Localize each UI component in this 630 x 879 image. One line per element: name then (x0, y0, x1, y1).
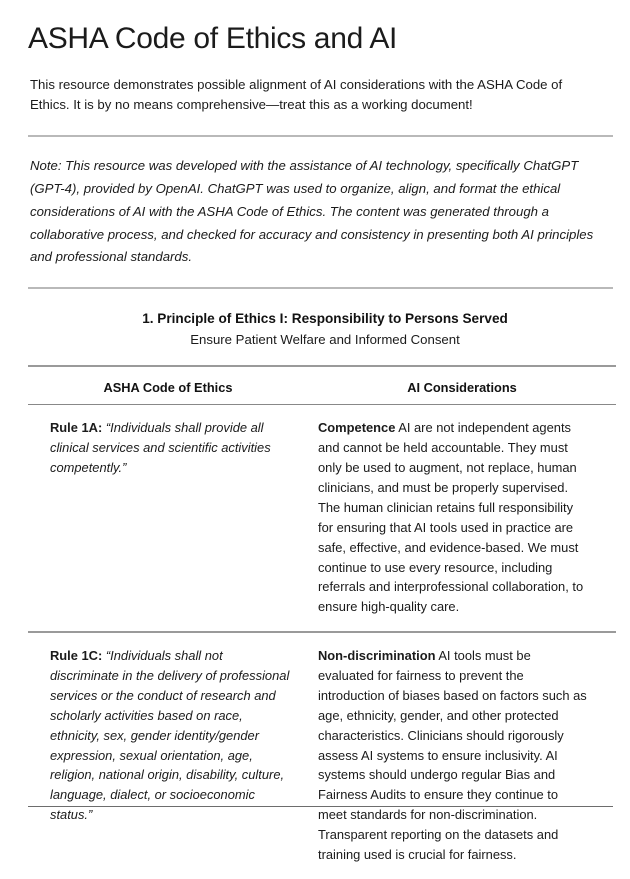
page-footer (28, 838, 613, 852)
page-title: ASHA Code of Ethics and AI (28, 22, 398, 55)
table-body (28, 405, 616, 879)
intro-paragraph: This resource demonstrates possible alignment of AI considerations with the ASHA Code of Ethics. It is by no means comprehensive—treat this as a working document! (30, 76, 563, 112)
footer-divider (28, 806, 613, 807)
rule-label: Rule 1C: (50, 648, 103, 664)
note-paragraph: Note: This resource was developed with the assistance of AI technology, specifically ChatGPT (GPT-4), provided by OpenAI. ChatGPT was used to organize, align, and format the ethical considerations of AI with the ASHA Code of Ethics. The content was generated through a collaborative process, and checked for accuracy and consistency in presenting both AI principles and professional standards. (30, 158, 594, 265)
ethics-table (28, 365, 616, 878)
section-title: 1. Principle of Ethics I: Responsibility to Persons Served (142, 310, 508, 326)
column-header-ai-considerations: AI Considerations (308, 366, 616, 405)
table-header-row (28, 366, 616, 405)
ai-text: AI are not independent agents and cannot be held accountable. They must only be used to augment, not replace, human clinicians, and must be properly supervised. The human clinician retains full responsibility for ensuring that AI tools used in practice are safe, effective, and evidence-based. We must continue to use every resource, including referrals and interprofessional collaboration, to ensure high-quality care. (318, 420, 584, 615)
rule-label: Rule 1A: (50, 420, 103, 436)
column-header-asha-code: ASHA Code of Ethics (28, 366, 308, 405)
cell-ai-consideration (308, 405, 616, 632)
table-row (28, 405, 616, 632)
ai-label: Competence (318, 420, 396, 436)
cell-asha-rule (28, 405, 308, 632)
section-heading (20, 289, 610, 350)
rule-text: “Individuals shall not discriminate in the delivery of professional services or the conduct of research and scholarly activities based on race, ethnicity, sex, gender identity/gender expression, sexual orientation, age, religion, national origin, disability, culture, language, dialect, or socioeconomic status.” (50, 648, 290, 823)
table-header (28, 366, 616, 405)
rule-text: “Individuals shall provide all clinical services and scientific activities competently.” (50, 420, 271, 476)
section-subtitle: Ensure Patient Welfare and Informed Consent (190, 331, 460, 347)
ai-text: AI tools must be evaluated for fairness to prevent the introduction of biases based on factors such as age, ethnicity, gender, and other protected characteristics. Clinicians should rigorously assess AI systems to ensure inclusivity. AI systems should undergo regular Bias and Fairness Audits to ensure they continue to meet standards for non-discrimination. Transparent reporting on the datasets and training used is crucial for fairness. (318, 648, 587, 862)
ai-label: Non-discrimination (318, 648, 436, 664)
